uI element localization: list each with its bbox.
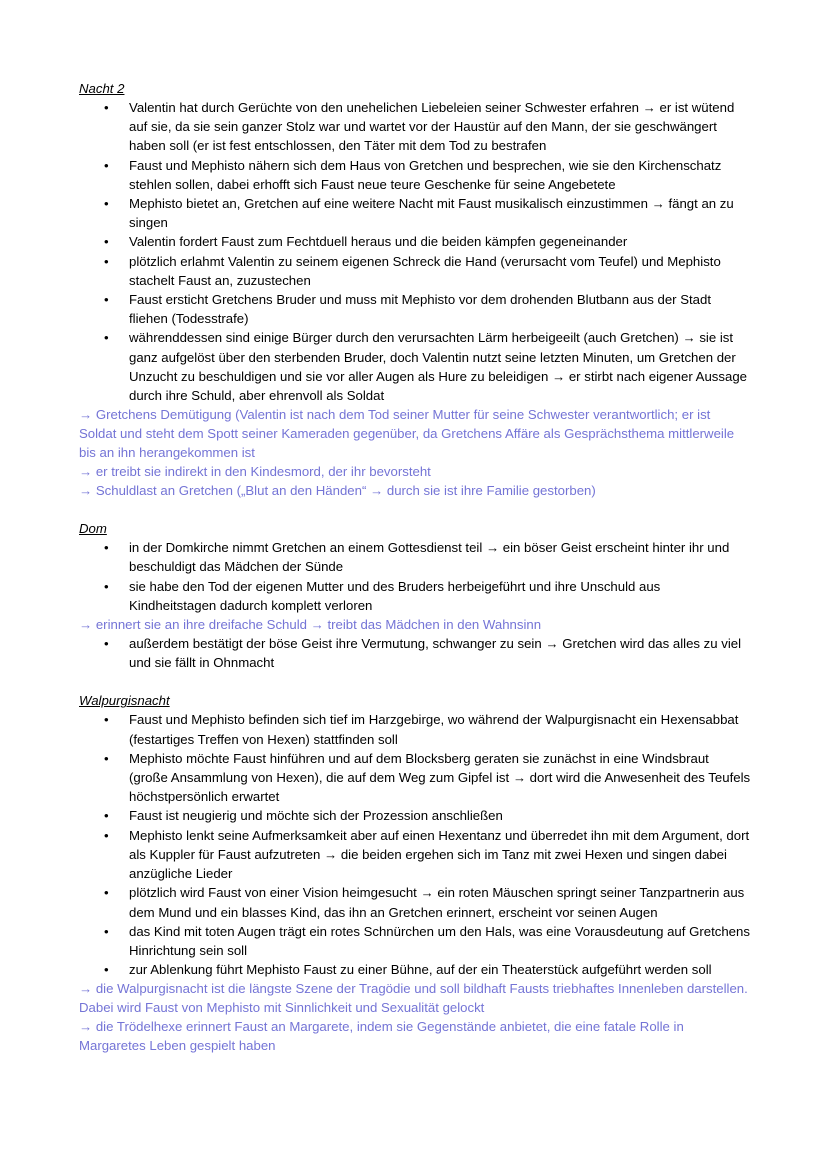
- list-item: • Mephisto möchte Faust hinführen und auf dem Blocksberg geraten sie zunächst in eine Windsbraut (große Ansammlung von Hexen), die auf dem Weg zum Gipfel ist → dort wird die Anwesenheit des Teufels höchstpersönlich erwartet: [104, 750, 751, 805]
- bullet-icon: •: [104, 196, 109, 212]
- bullet-icon: •: [104, 712, 109, 728]
- section-heading: Nacht 2: [79, 81, 125, 96]
- bullet-icon: •: [104, 885, 109, 901]
- bullet-icon: •: [104, 540, 109, 556]
- bullet-icon: •: [104, 578, 109, 594]
- list-item: • Faust und Mephisto nähern sich dem Haus von Gretchen und besprechen, wie sie den Kirchenschatz stehlen sollen, dabei erhofft sich Faust neue teure Geschenke für seine Angebetete: [104, 157, 722, 192]
- note: → Gretchens Demütigung (Valentin ist nach dem Tod seiner Mutter für seine Schwester verantwortlich; er ist Soldat und steht dem Spott seiner Kameraden gegenüber, da Gretchens Affäre als Gesprächsthema mittlerweile bis an ihn herangekommen ist: [79, 407, 735, 461]
- section-heading: Walpurgisnacht: [79, 693, 170, 709]
- bullet-icon: •: [104, 100, 109, 115]
- list-item: • Faust ersticht Gretchens Bruder und muss mit Mephisto vor dem drohenden Blutbann aus der Stadt fliehen (Todesstrafe): [104, 292, 712, 327]
- section-spacer: [79, 672, 751, 691]
- bullet-icon: •: [104, 234, 109, 250]
- list-item: • Valentin hat durch Gerüchte von den unehelichen Liebeleien seiner Schwester erfahren → er ist wütend auf sie, da sie sein ganzer Stolz war und wartet vor der Haustür auf den Mann, der sie geschwängert haben soll (er ist fest entschlossen, den Täter mit dem Tod zu bestrafen: [104, 100, 735, 154]
- section-walpurgisnacht: [79, 691, 751, 1055]
- bullet-icon: •: [104, 923, 109, 939]
- section-nacht-2: [79, 79, 751, 500]
- list-item: • das Kind mit toten Augen trägt ein rotes Schnürchen um den Hals, was eine Vorausdeutung auf Gretchens Hinrichtung sein soll: [104, 923, 750, 958]
- note: → Schuldlast an Gretchen („Blut an den Händen“ → durch sie ist ihre Familie gestorben): [79, 483, 596, 499]
- bullet-list: [79, 98, 751, 405]
- list-item: • währenddessen sind einige Bürger durch den verursachten Lärm herbeigeeilt (auch Gretchen) → sie ist ganz aufgelöst über den sterbenden Bruder, doch Valentin nutzt seine letzten Minuten, um Gretchen der Unzucht zu beschuldigen und sie vor aller Augen als Hure zu beleidigen → er stirbt nach eigener Aussage durch ihre Schuld, aber ehrenvoll als Soldat: [104, 330, 747, 404]
- list-item: • plötzlich wird Faust von einer Vision heimgesucht → ein roten Mäuschen springt seiner Tanzpartnerin aus dem Mund und ein blasses Kind, das ihn an Gretchen erinnert, erscheint vor seinen Augen: [104, 885, 745, 920]
- list-item: • Faust und Mephisto befinden sich tief im Harzgebirge, wo während der Walpurgisnacht ein Hexensabbat (festartiges Treffen von Hexen) stattfinden soll: [104, 712, 739, 747]
- bullet-icon: •: [104, 636, 109, 652]
- bullet-icon: •: [104, 962, 109, 978]
- list-item: • in der Domkirche nimmt Gretchen an einem Gottesdienst teil → ein böser Geist erscheint hinter ihr und beschuldigt das Mädchen der Sünde: [104, 540, 730, 575]
- list-item: • plötzlich erlahmt Valentin zu seinem eigenen Schreck die Hand (verursacht vom Teufel) und Mephisto stachelt Faust an, zuzustechen: [104, 253, 721, 288]
- list-item: • Mephisto bietet an, Gretchen auf eine weitere Nacht mit Faust musikalisch einzustimmen → fängt an zu singen: [104, 196, 734, 231]
- section-heading: Dom: [79, 521, 107, 537]
- note: → erinnert sie an ihre dreifache Schuld → treibt das Mädchen in den Wahnsinn: [79, 617, 542, 633]
- bullet-icon: •: [104, 827, 109, 843]
- list-item: • außerdem bestätigt der böse Geist ihre Vermutung, schwanger zu sein → Gretchen wird das alles zu viel und sie fällt in Ohnmacht: [104, 636, 742, 671]
- bullet-icon: •: [104, 292, 109, 308]
- bullet-icon: •: [104, 330, 109, 346]
- bullet-list: [79, 710, 751, 979]
- list-item: • Mephisto lenkt seine Aufmerksamkeit aber auf einen Hexentanz und überredet ihn mit dem Argument, dort als Kuppler für Faust aufzutreten → die beiden ergehen sich im Tanz mit zwei Hexen und singen dabei anzügliche Lieder: [104, 827, 750, 882]
- document-page: [79, 79, 751, 1055]
- list-item: • zur Ablenkung führt Mephisto Faust zu einer Bühne, auf der ein Theaterstück aufgeführt werden soll: [79, 960, 751, 979]
- bullet-icon: •: [104, 750, 109, 766]
- section-dom: [79, 519, 751, 672]
- bullet-list: [79, 634, 751, 672]
- bullet-icon: •: [104, 253, 109, 269]
- bullet-list: [79, 538, 751, 615]
- bullet-icon: •: [104, 808, 109, 824]
- note: → die Walpurgisnacht ist die längste Szene der Tragödie und soll bildhaft Fausts triebhaftes Innenleben darstellen. Dabei wird Faust von Mephisto mit Sinnlichkeit und Sexualität gelockt: [79, 981, 748, 1016]
- note: → er treibt sie indirekt in den Kindesmord, der ihr bevorsteht: [79, 464, 431, 480]
- section-spacer: [79, 500, 751, 519]
- bullet-icon: •: [104, 157, 109, 173]
- note: → die Trödelhexe erinnert Faust an Margarete, indem sie Gegenstände anbietet, die eine fatale Rolle in Margaretes Leben gespielt haben: [79, 1019, 684, 1054]
- list-item: • Valentin fordert Faust zum Fechtduell heraus und die beiden kämpfen gegeneinander: [79, 232, 751, 251]
- list-item: • Faust ist neugierig und möchte sich der Prozession anschließen: [79, 806, 751, 825]
- list-item: • sie habe den Tod der eigenen Mutter und des Bruders herbeigeführt und ihre Unschuld aus Kindheitstagen dadurch komplett verloren: [104, 578, 661, 613]
